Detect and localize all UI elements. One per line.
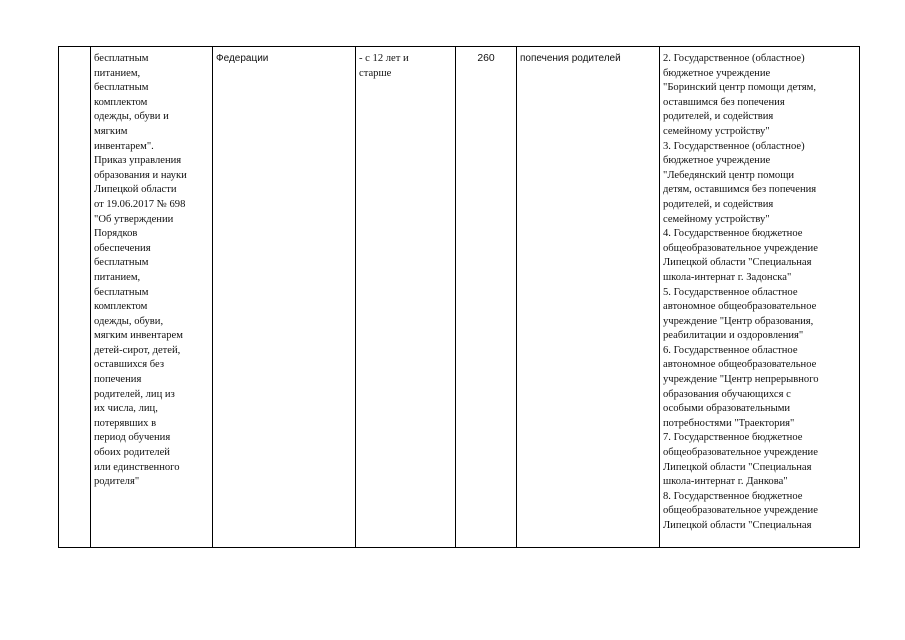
- text-line: родителя": [94, 476, 140, 488]
- text-line: родителей, и содействия: [663, 111, 774, 123]
- text-line: Липецкой области "Специальная: [663, 520, 812, 531]
- text-line: их числа, лиц,: [94, 403, 158, 415]
- text-line: школа-интернат г. Данкова": [663, 476, 788, 488]
- category-lines: [520, 52, 656, 67]
- text-line: одежды, обуви и: [94, 111, 169, 123]
- text-line: особыми образовательными: [663, 403, 791, 415]
- text-line: или единственного: [94, 461, 180, 473]
- text-line: мягким: [94, 125, 128, 137]
- text-line: общеобразовательное учреждение: [663, 242, 818, 254]
- text-line: общеобразовательное учреждение: [663, 505, 818, 517]
- text-line: 5. Государственное областное: [663, 286, 798, 298]
- text-line: бюджетное учреждение: [663, 155, 771, 167]
- cell-age-group: [356, 47, 456, 548]
- cell-count: 260: [456, 47, 517, 548]
- text-line: оставшимся без попечения: [663, 96, 785, 108]
- text-line: попечения родителей: [520, 53, 621, 64]
- cell-number: [59, 47, 91, 548]
- table-row: [59, 47, 860, 548]
- cell-legal-basis: [91, 47, 213, 548]
- text-line: родителей, и содействия: [663, 198, 774, 210]
- text-line: образования обучающихся с: [663, 388, 791, 400]
- text-line: "Об утверждении: [94, 213, 174, 225]
- cell-category: [517, 47, 660, 548]
- text-line: "Лебедянский центр помощи: [663, 169, 795, 181]
- text-line: семейному устройству": [663, 125, 770, 137]
- text-line: потребностями "Траектория": [663, 417, 795, 429]
- text-line: мягким инвентарем: [94, 330, 183, 342]
- text-line: учреждение "Центр непрерывного: [663, 374, 819, 386]
- text-line: Приказ управления: [94, 155, 182, 167]
- text-line: 8. Государственное бюджетное: [663, 490, 803, 502]
- text-line: детям, оставшимся без попечения: [663, 184, 817, 196]
- text-line: автономное общеобразовательное: [663, 359, 817, 371]
- text-line: - с 12 лет и: [359, 53, 409, 64]
- text-line: бесплатным: [94, 82, 149, 94]
- text-line: период обучения: [94, 432, 171, 444]
- text-line: семейному устройству": [663, 213, 770, 225]
- text-line: Липецкой области: [94, 184, 177, 196]
- text-line: образования и науки: [94, 169, 187, 181]
- legal-basis-lines: [94, 52, 209, 490]
- text-line: 4. Государственное бюджетное: [663, 228, 803, 240]
- text-line: обоих родителей: [94, 447, 170, 459]
- text-line: 3. Государственное (областное): [663, 140, 805, 152]
- text-line: бесплатным: [94, 53, 149, 64]
- text-line: бесплатным: [94, 286, 149, 298]
- region-lines: [216, 52, 352, 67]
- age-group-lines: [359, 52, 452, 81]
- text-line: общеобразовательное учреждение: [663, 447, 818, 459]
- text-line: бесплатным: [94, 257, 149, 269]
- text-line: питанием,: [94, 271, 141, 283]
- text-line: реабилитации и оздоровления": [663, 330, 804, 342]
- text-line: Липецкой области "Специальная: [663, 257, 812, 269]
- legal-table: [58, 46, 860, 548]
- text-line: 2. Государственное (областное): [663, 53, 805, 64]
- text-line: 7. Государственное бюджетное: [663, 432, 803, 444]
- text-line: школа-интернат г. Задонска": [663, 271, 792, 283]
- text-line: Липецкой области "Специальная: [663, 461, 812, 473]
- text-line: комплектом: [94, 96, 148, 108]
- text-line: Федерации: [216, 53, 269, 64]
- text-line: попечения: [94, 374, 142, 386]
- text-line: обеспечения: [94, 242, 151, 254]
- text-line: одежды, обуви,: [94, 315, 164, 327]
- text-line: инвентарем".: [94, 140, 154, 152]
- cell-region: [213, 47, 356, 548]
- text-line: детей-сирот, детей,: [94, 344, 181, 356]
- text-line: автономное общеобразовательное: [663, 301, 817, 313]
- text-line: оставшихся без: [94, 359, 165, 371]
- text-line: Порядков: [94, 228, 138, 240]
- text-line: потерявших в: [94, 417, 157, 429]
- text-line: 6. Государственное областное: [663, 344, 798, 356]
- text-line: от 19.06.2017 № 698: [94, 198, 186, 210]
- text-line: бюджетное учреждение: [663, 67, 771, 79]
- text-line: старше: [359, 67, 392, 79]
- text-line: родителей, лиц из: [94, 388, 175, 400]
- cell-institutions: [660, 47, 860, 548]
- text-line: питанием,: [94, 67, 141, 79]
- text-line: "Боринский центр помощи детям,: [663, 82, 816, 94]
- text-line: комплектом: [94, 301, 148, 313]
- text-line: учреждение "Центр образования,: [663, 315, 814, 327]
- institution-lines: [663, 52, 856, 534]
